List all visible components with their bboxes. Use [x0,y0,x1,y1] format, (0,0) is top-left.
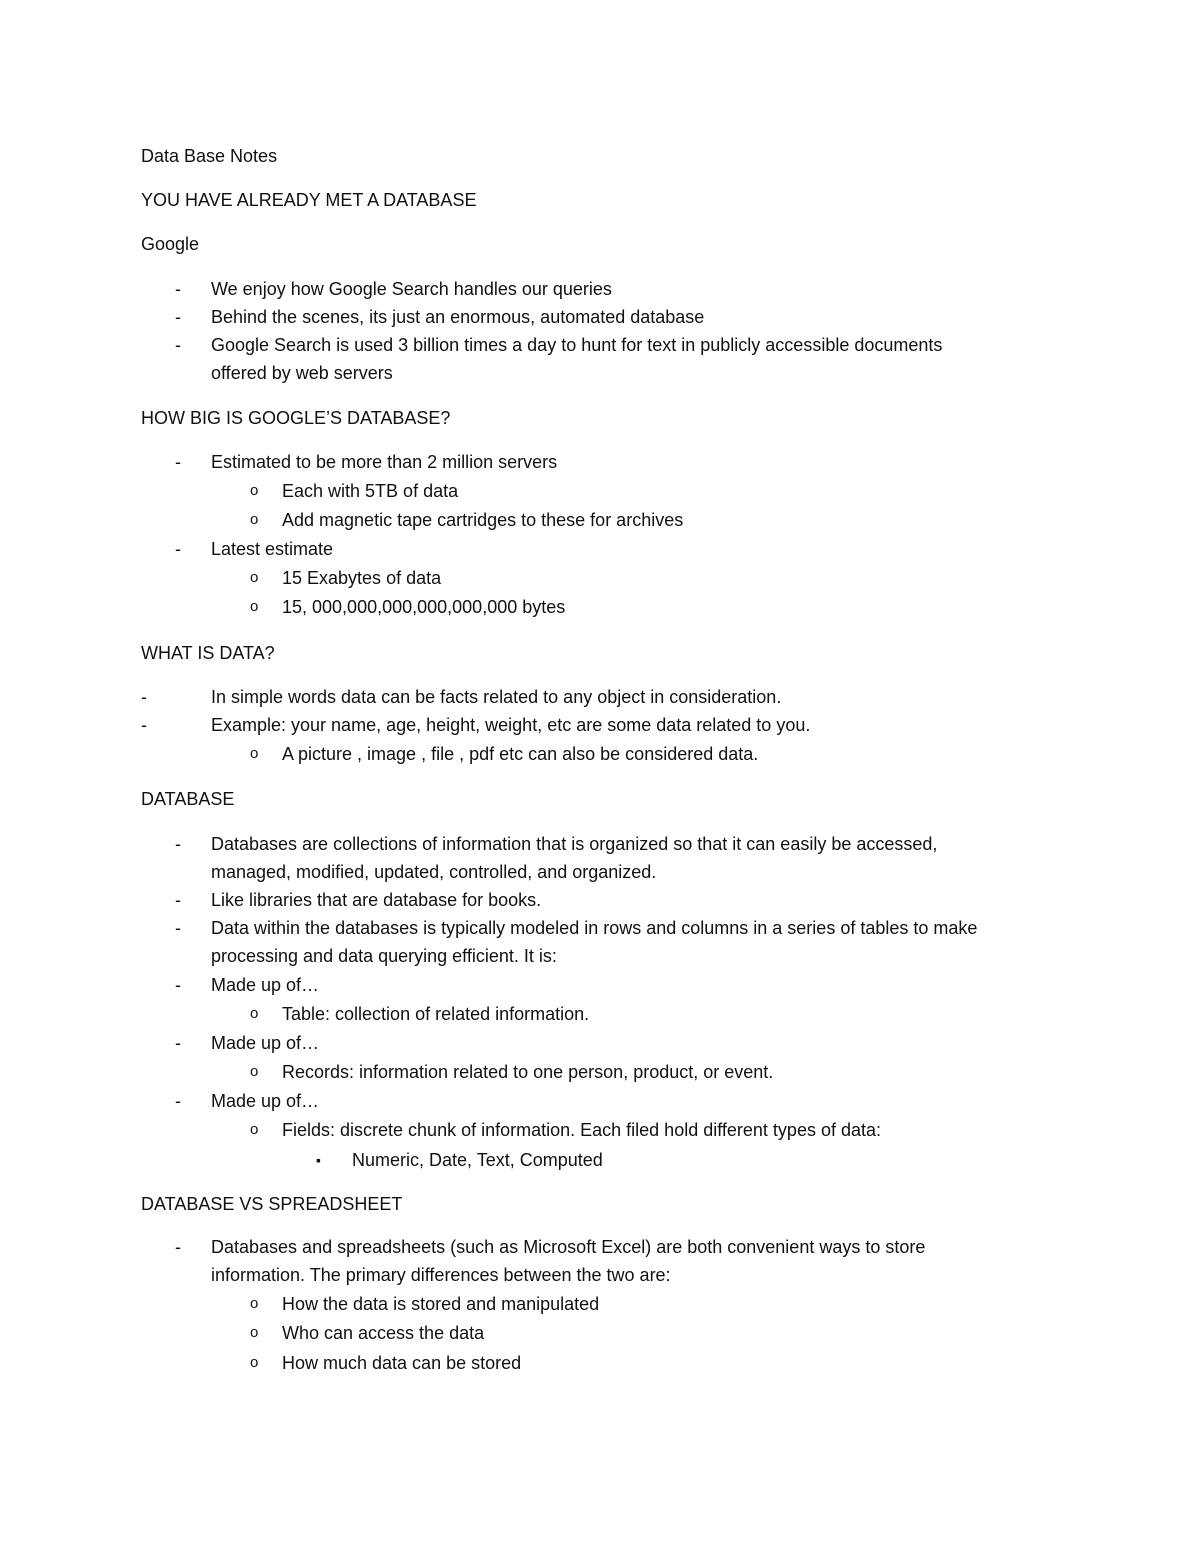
dash-bullet: - [175,307,181,327]
circle-bullet: o [250,1324,259,1341]
circle-bullet: o [250,1005,259,1022]
dash-bullet: - [175,834,181,854]
dash-bullet: - [175,918,181,938]
circle-bullet: o [250,1121,259,1138]
dash-bullet: - [175,890,181,910]
dash-bullet: - [175,335,181,355]
dash-bullet: - [175,1091,181,1111]
dash-bullet: - [175,539,181,559]
circle-bullet: o [250,511,259,528]
circle-bullet: o [250,1354,259,1371]
document-page: Data Base Notes YOU HAVE ALREADY MET A DATABASE Google - We enjoy how Google Search handles our queries - Behind the scenes, its just an enormous, automated database - Google Search is used 3 billion times a day to hunt for text in publicly accessible documents offered by web servers HOW BIG IS GOOGLE’S DATABASE? - Estimated to be more than 2 million servers o Each with 5TB of data o Add magnetic tape cartridges to these for archives - Latest estimate o 15 Exabytes of data o 15, 000,000,000,000,000,000 bytes WHAT IS DATA? - In simple words data can be facts related to any object in consideration. - Example: your name, age, height, weight, etc are some data related to you. o A picture , image , file , pdf etc can also be considered data. DATABASE - Databases are collections of information that is organized so that it can easily be accessed, managed, modified, updated, controlled, and organized. - Like libraries that are database for books. - Data within the databases is typically modeled in rows and columns in a series of tables to make processing and data querying efficient. It is: - Made up of… o Table: collection of related information. - Made up of… o Records: information related to one person, product, or event. - Made up of… o Fields: discrete chunk of information. Each filed hold different types of data: ▪ Numeric, Date, Text, Computed DATABASE VS SPREADSHEET - Databases and spreadsheets (such as Microsoft Excel) are both convenient ways to store information. The primary differences between the two are: o How the data is stored and manipulated o Who can access the data o How much data can be stored [141,146,978,1373]
dash-bullet: - [175,452,181,472]
circle-bullet: o [250,1063,259,1080]
dash-bullet: - [141,715,147,735]
dash-bullet: - [175,975,181,995]
dash-bullet: - [141,687,147,707]
dash-bullet: - [175,1237,181,1257]
circle-bullet: o [250,598,259,615]
circle-bullet: o [250,745,259,762]
circle-bullet: o [250,569,259,586]
dash-bullet: - [175,279,181,299]
circle-bullet: o [250,482,259,499]
circle-bullet: o [250,1295,259,1312]
square-bullet: ▪ [316,1152,321,1168]
dash-bullet: - [175,1033,181,1053]
